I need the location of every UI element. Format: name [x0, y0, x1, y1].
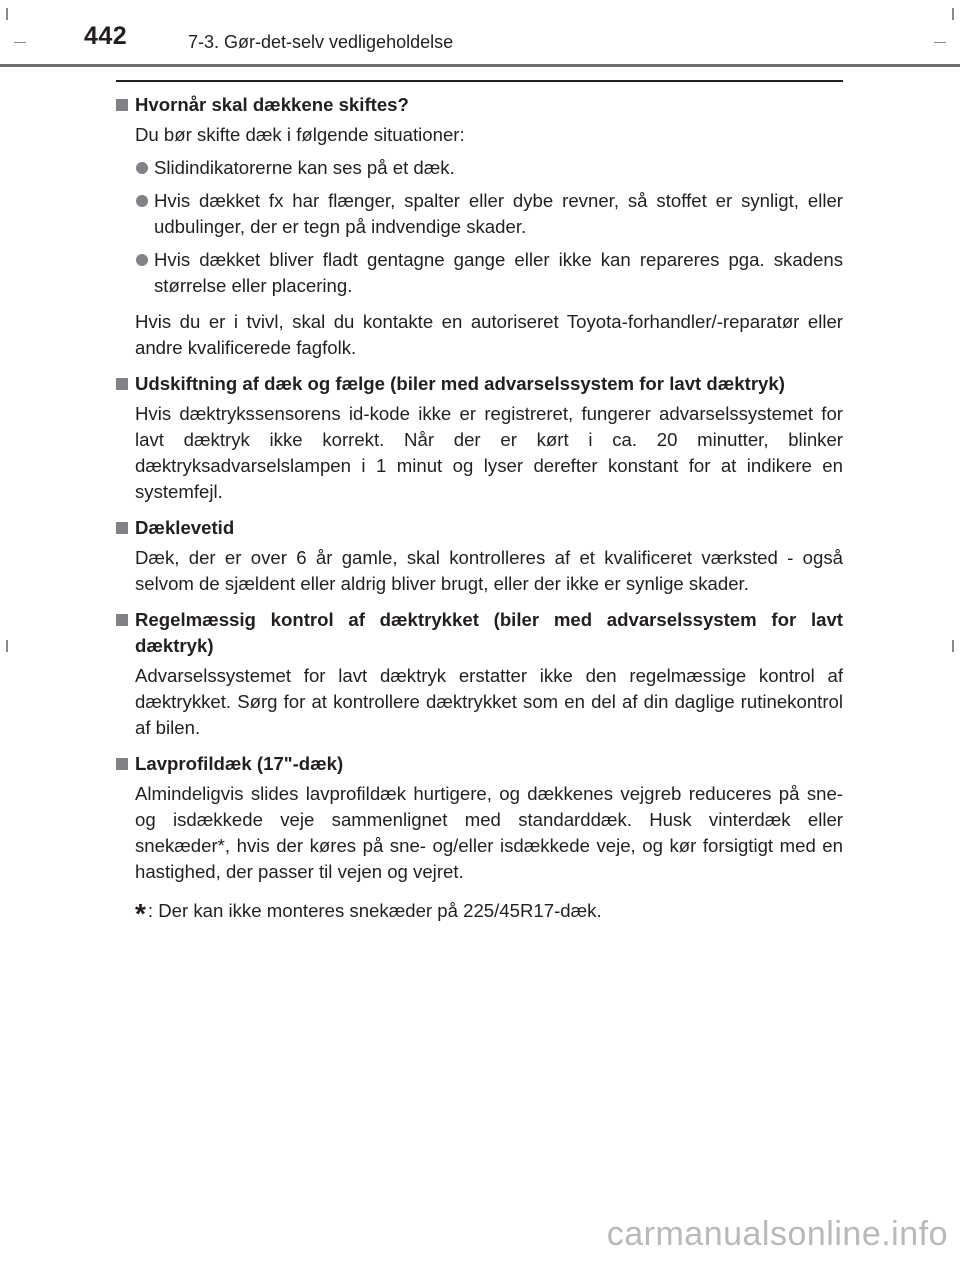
section-pressure-check	[116, 607, 843, 741]
list-item-text: Slidindikatorerne kan ses på et dæk.	[154, 157, 455, 178]
section-tire-replacement	[116, 92, 843, 361]
circle-bullet-icon	[136, 195, 148, 207]
circle-bullet-icon	[136, 254, 148, 266]
square-bullet-icon	[116, 378, 128, 390]
crop-mark	[934, 42, 946, 43]
list-item-text: Hvis dækket bliver fladt gentagne gange eller ikke kan repareres pga. skadens størrelse eller placering.	[154, 249, 843, 296]
square-bullet-icon	[116, 758, 128, 770]
heading-text: Hvornår skal dækkene skiftes?	[135, 94, 409, 115]
list-item	[116, 247, 843, 299]
section-heading	[116, 515, 843, 541]
heading-text: Regelmæssig kontrol af dæktrykket (biler med advarselssystem for lavt dæktryk)	[135, 609, 843, 656]
square-bullet-icon	[116, 522, 128, 534]
crop-mark	[6, 640, 8, 652]
section-divider	[116, 80, 843, 82]
heading-text: Lavprofildæk (17"-dæk)	[135, 753, 344, 774]
section-low-profile-tires	[116, 751, 843, 885]
section-heading	[116, 751, 843, 777]
chapter-title: 7-3. Gør-det-selv vedligeholdelse	[188, 32, 454, 52]
crop-mark	[952, 8, 954, 20]
square-bullet-icon	[116, 99, 128, 111]
list-item	[116, 188, 843, 240]
section-heading	[116, 607, 843, 659]
header-rule	[0, 64, 960, 67]
page-content	[116, 92, 843, 929]
crop-mark	[952, 640, 954, 652]
paragraph: Dæk, der er over 6 år gamle, skal kontrolleres af et kvalificeret værksted - også selvom de sjældent eller aldrig bliver brugt, eller der ikke er synlige skader.	[135, 547, 843, 594]
paragraph: Advarselssystemet for lavt dæktryk erstatter ikke den regelmæssige kontrol af dæktrykket. Sørg for at kontrollere dæktrykket som en del af din daglige rutinekontrol af bilen.	[135, 665, 843, 738]
footnote	[116, 895, 843, 929]
paragraph: Du bør skifte dæk i følgende situationer:	[135, 124, 465, 145]
section-heading	[116, 371, 843, 397]
footnote-marker: *	[135, 898, 146, 929]
heading-text: Dæklevetid	[135, 517, 235, 538]
footnote-text: : Der kan ikke monteres snekæder på 225/45R17-dæk.	[147, 900, 602, 921]
crop-mark	[14, 42, 26, 43]
paragraph: Hvis dæktrykssensorens id-kode ikke er registreret, fungerer advarselssystemet for lavt dæktryk ikke korrekt. Når der er kørt i ca. 20 minutter, blinker dæktryksadvarselslampen i 1 minut og lyser derefter konstant for at indikere en systemfejl.	[135, 403, 843, 502]
circle-bullet-icon	[136, 162, 148, 174]
list-item-text: Hvis dækket fx har flænger, spalter eller dybe revner, så stoffet er synligt, eller udbulinger, der er tegn på indvendige skader.	[154, 190, 843, 237]
section-tire-rim-replacement	[116, 371, 843, 505]
heading-text: Udskiftning af dæk og fælge (biler med advarselssystem for lavt dæktryk)	[135, 373, 785, 394]
list-item	[116, 155, 843, 181]
section-heading	[116, 92, 843, 118]
paragraph: Hvis du er i tvivl, skal du kontakte en autoriseret Toyota-forhandler/-reparatør eller andre kvalificerede fagfolk.	[135, 311, 843, 358]
square-bullet-icon	[116, 614, 128, 626]
watermark: carmanualsonline.info	[606, 1215, 948, 1253]
section-tire-lifetime	[116, 515, 843, 597]
crop-mark	[6, 8, 8, 20]
paragraph: Almindeligvis slides lavprofildæk hurtigere, og dækkenes vejgreb reduceres på sne- og isdækkede veje sammenlignet med standarddæk. Husk vinterdæk eller snekæder*, hvis der køres på sne- og/eller isdækkede veje, og kør forsigtigt med en hastighed, der passer til vejen og vejret.	[135, 783, 843, 882]
page-number: 442	[84, 22, 128, 50]
